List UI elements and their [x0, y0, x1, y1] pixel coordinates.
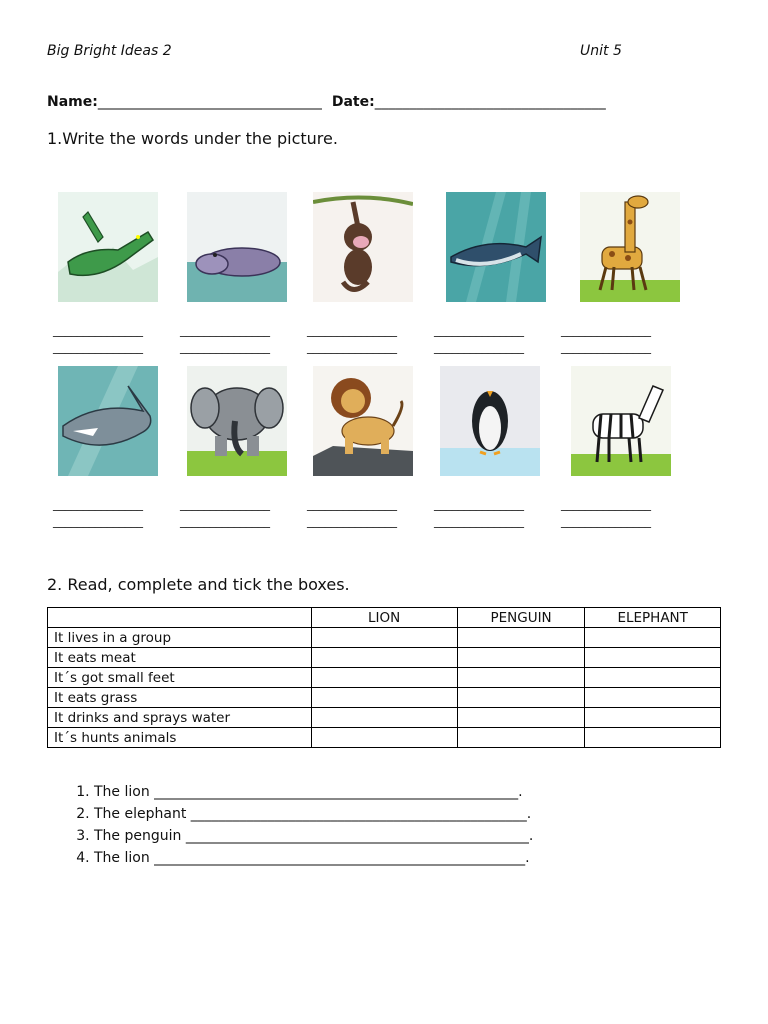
tick-box[interactable]: [311, 648, 457, 668]
tick-box[interactable]: [311, 628, 457, 648]
answer-blank-zebra[interactable]: _______________ _______________: [561, 497, 651, 528]
shark-picture: [58, 366, 158, 476]
crocodile-picture: [58, 192, 158, 302]
book-title: Big Bright Ideas 2: [47, 43, 172, 59]
name-date-row: [47, 94, 606, 110]
list-item: [94, 847, 533, 869]
row-statement: It´s hunts animals: [48, 728, 312, 748]
row-statement: It eats meat: [48, 648, 312, 668]
name-label: Name:: [47, 94, 98, 110]
whale-picture: [446, 192, 546, 302]
answer-blank-giraffe[interactable]: _______________ _______________: [561, 323, 651, 354]
tick-box[interactable]: [585, 668, 721, 688]
unit-label: Unit 5: [580, 43, 622, 59]
table-row: [48, 708, 721, 728]
tick-box[interactable]: [585, 688, 721, 708]
table-row: [48, 648, 721, 668]
column-header-penguin: PENGUIN: [457, 608, 585, 628]
tick-box[interactable]: [585, 648, 721, 668]
row-statement: It lives in a group: [48, 628, 312, 648]
table-header-row: [48, 608, 721, 628]
tick-box[interactable]: [457, 628, 585, 648]
row-statement: It drinks and sprays water: [48, 708, 312, 728]
tick-box[interactable]: [457, 668, 585, 688]
penguin-picture: [440, 366, 540, 476]
column-header-elephant: ELEPHANT: [585, 608, 721, 628]
elephant-picture: [187, 366, 287, 476]
column-header-lion: LION: [311, 608, 457, 628]
row-statement: It eats grass: [48, 688, 312, 708]
date-blank[interactable]: _________________________________: [374, 94, 606, 110]
tick-box[interactable]: [457, 648, 585, 668]
monkey-picture: [313, 192, 413, 302]
sentence-start: The penguin: [94, 828, 182, 844]
exercise2-title: 2. Read, complete and tick the boxes.: [47, 575, 350, 594]
sentence-start: The lion: [94, 784, 150, 800]
answer-blank-shark[interactable]: _______________ _______________: [53, 497, 143, 528]
tick-box[interactable]: [311, 688, 457, 708]
sentence-blank[interactable]: ________________________________________________.: [190, 806, 532, 822]
sentence-start: The elephant: [94, 806, 187, 822]
tick-box[interactable]: [457, 688, 585, 708]
zebra-picture: [571, 366, 671, 476]
tick-box[interactable]: [457, 708, 585, 728]
lion-picture: [313, 366, 413, 476]
tick-box[interactable]: [311, 708, 457, 728]
tick-box[interactable]: [311, 668, 457, 688]
sentence-start: The lion: [94, 850, 150, 866]
table-row: [48, 728, 721, 748]
answer-blank-hippo[interactable]: _______________ _______________: [180, 323, 270, 354]
answer-blank-monkey[interactable]: _______________ _______________: [307, 323, 397, 354]
tick-table: [47, 607, 721, 748]
date-label: Date:: [331, 94, 375, 110]
list-item: [94, 781, 533, 803]
answer-blank-elephant[interactable]: _______________ _______________: [180, 497, 270, 528]
table-row: [48, 668, 721, 688]
answer-blank-whale[interactable]: _______________ _______________: [434, 323, 524, 354]
list-item: [94, 825, 533, 847]
table-row: [48, 628, 721, 648]
tick-box[interactable]: [585, 628, 721, 648]
tick-box[interactable]: [585, 708, 721, 728]
giraffe-picture: [580, 192, 680, 302]
tick-box[interactable]: [585, 728, 721, 748]
tick-box[interactable]: [311, 728, 457, 748]
sentence-blank[interactable]: _________________________________________________.: [185, 828, 534, 844]
sentence-list: [62, 781, 533, 869]
tick-box[interactable]: [457, 728, 585, 748]
sentence-blank[interactable]: _____________________________________________________.: [154, 850, 530, 866]
row-statement: It´s got small feet: [48, 668, 312, 688]
name-blank[interactable]: ________________________________: [97, 94, 322, 110]
list-item: [94, 803, 533, 825]
sentence-blank[interactable]: ____________________________________________________.: [154, 784, 523, 800]
answer-blank-penguin[interactable]: _______________ _______________: [434, 497, 524, 528]
exercise1-title: 1.Write the words under the picture.: [47, 129, 338, 148]
hippo-picture: [187, 192, 287, 302]
table-row: [48, 688, 721, 708]
answer-blank-crocodile[interactable]: _______________ _______________: [53, 323, 143, 354]
answer-blank-lion[interactable]: _______________ _______________: [307, 497, 397, 528]
column-header-blank: [48, 608, 312, 628]
